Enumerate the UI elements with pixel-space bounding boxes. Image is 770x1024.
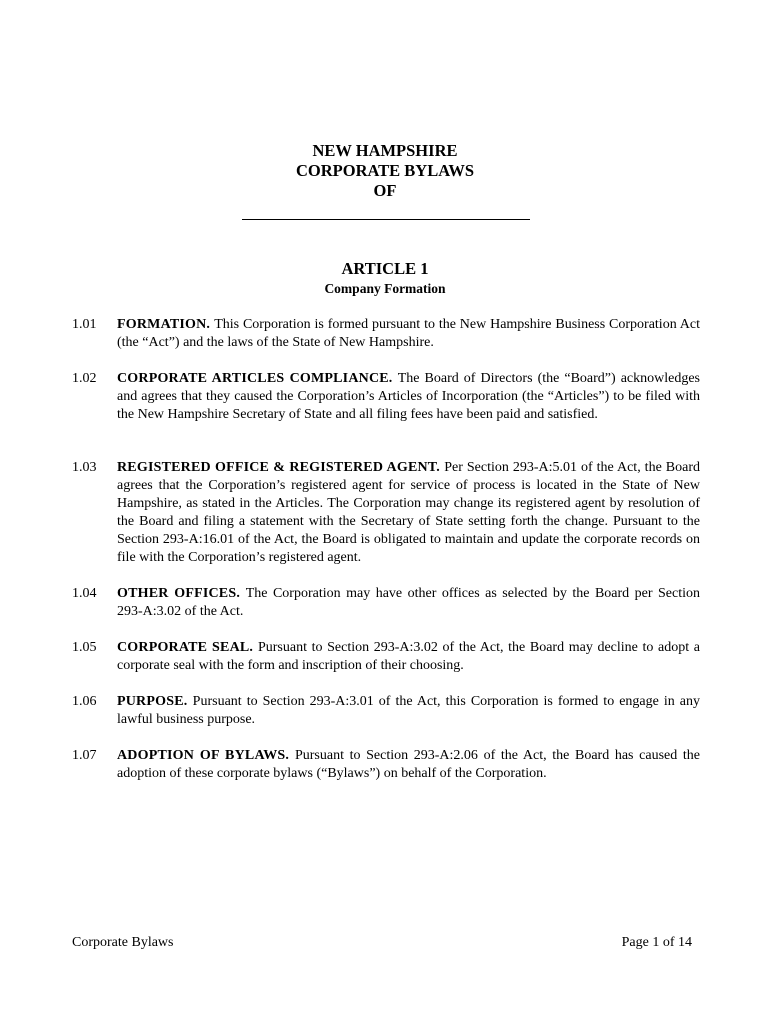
- section-number: 1.06: [72, 694, 97, 709]
- footer-document-name: Corporate Bylaws: [72, 935, 174, 950]
- section-body: [117, 459, 700, 567]
- section-text: The Corporation may have other offices as selected by the Board per Section 293-A:3.02 of the Act.: [117, 586, 700, 619]
- section-text: Pursuant to Section 293-A:3.01 of the Act, this Corporation is formed to engage in any lawful business purpose.: [117, 694, 700, 727]
- section-1-01: [72, 316, 700, 352]
- section-1-03: [72, 459, 700, 567]
- section-text: Per Section 293-A:5.01 of the Act, the Board agrees that the Corporation’s registered agent for service of process is located in the State of New Hampshire, as stated in the Articles. The Corporation may change its registered agent by resolution of the Board and filing a statement with the Secretary of State setting forth the change. Pursuant to the Section 293-A:16.01 of the Act, the Board is obligated to maintain and update the corporate records on file with the Corporation’s registered agent.: [117, 460, 700, 565]
- section-body: [117, 639, 700, 675]
- section-heading: PURPOSE.: [117, 694, 193, 709]
- section-body: [117, 370, 700, 424]
- section-heading: CORPORATE ARTICLES COMPLIANCE.: [117, 371, 398, 386]
- section-body: [117, 747, 700, 783]
- section-heading: CORPORATE SEAL.: [117, 640, 258, 655]
- article-heading: ARTICLE 1: [341, 259, 429, 278]
- section-text: Pursuant to Section 293-A:2.06 of the Act, the Board has caused the adoption of these corporate bylaws (“Bylaws”) on behalf of the Corporation.: [117, 748, 700, 781]
- section-heading: OTHER OFFICES.: [117, 586, 246, 601]
- section-number: 1.02: [72, 371, 97, 386]
- section-1-05: [72, 639, 700, 675]
- section-heading: ADOPTION OF BYLAWS.: [117, 748, 295, 763]
- article-subheading: Company Formation: [324, 281, 446, 296]
- section-number: 1.07: [72, 748, 97, 763]
- footer-page-number: Page 1 of 14: [621, 935, 692, 950]
- section-text: Pursuant to Section 293-A:3.02 of the Act, the Board may decline to adopt a corporate seal with the form and inscription of their choosing.: [117, 640, 700, 673]
- title-state: NEW HAMPSHIRE: [312, 141, 458, 160]
- section-number: 1.04: [72, 586, 97, 601]
- section-number: 1.01: [72, 317, 97, 332]
- section-1-07: [72, 747, 700, 783]
- section-number: 1.03: [72, 460, 97, 475]
- section-1-02: [72, 370, 700, 424]
- section-1-06: [72, 693, 700, 729]
- title-of: OF: [373, 181, 397, 200]
- section-body: [117, 316, 700, 352]
- company-name-blank-line: [242, 219, 530, 220]
- document-title: [0, 141, 770, 201]
- section-1-04: [72, 585, 700, 621]
- section-text: This Corporation is formed pursuant to the New Hampshire Business Corporation Act (the “Act”) and the laws of the State of New Hampshire.: [117, 317, 701, 350]
- section-body: [117, 693, 700, 729]
- title-doc-type: CORPORATE BYLAWS: [295, 161, 474, 180]
- section-heading: REGISTERED OFFICE & REGISTERED AGENT.: [117, 460, 445, 475]
- section-body: [117, 585, 700, 621]
- section-heading: FORMATION.: [117, 317, 215, 332]
- section-number: 1.05: [72, 640, 97, 655]
- section-text: The Board of Directors (the “Board”) acknowledges and agrees that they caused the Corporation’s Articles of Incorporation (the “Articles”) to be filed with the New Hampshire Secretary of State and all filing fees have been paid and satisfied.: [117, 371, 700, 422]
